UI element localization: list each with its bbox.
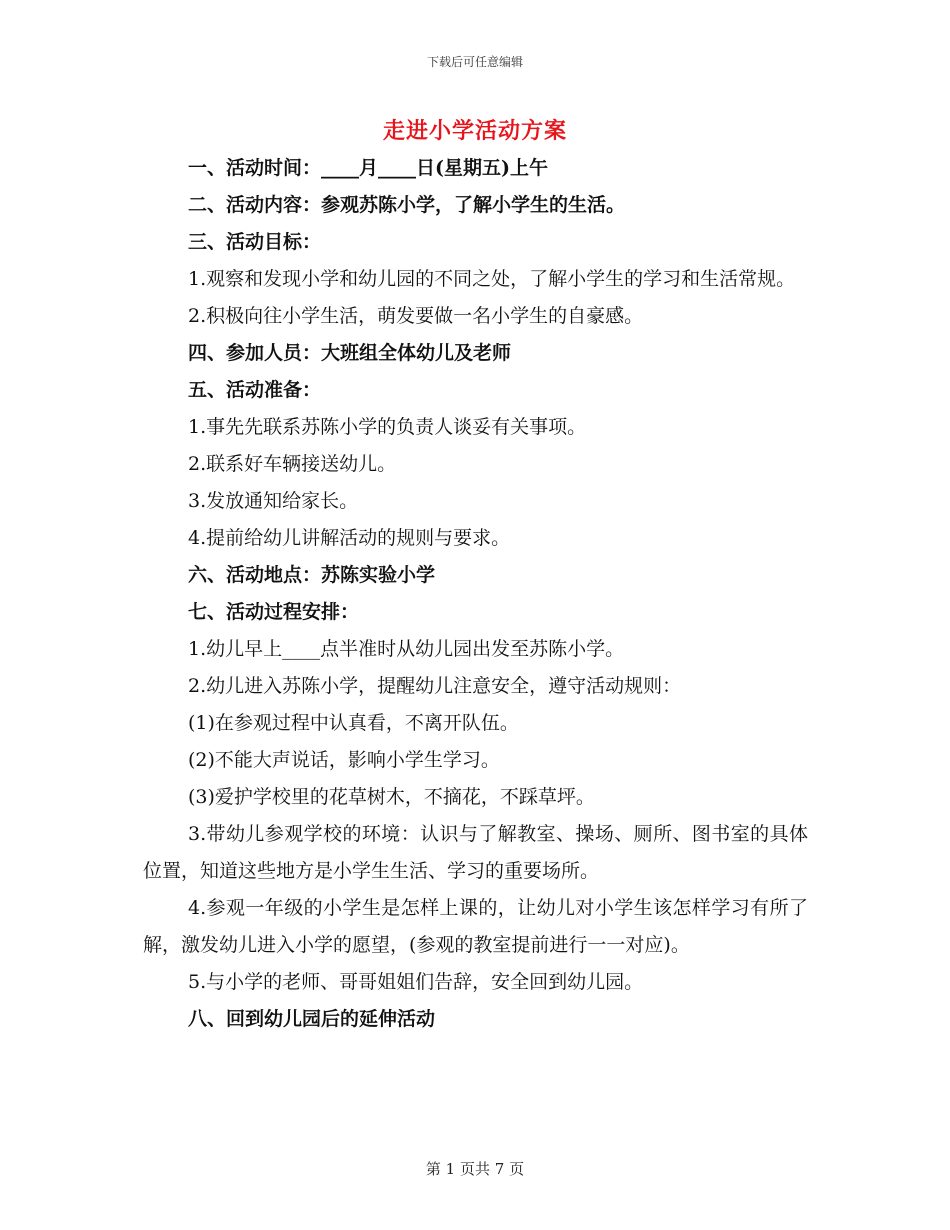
process-item-4: 4.参观一年级的小学生是怎样上课的，让幼儿对小学生该怎样学习有所了解，激发幼儿进入小学的愿望，(参观的教室提前进行一一对应)。 <box>143 897 808 956</box>
preparation-item-1: 1.事先先联系苏陈小学的负责人谈妥有关事项。 <box>188 416 587 438</box>
rule-item-1: (1)在参观过程中认真看，不离开队伍。 <box>188 712 519 734</box>
goal-item-2: 2.积极向往小学生活，萌发要做一名小学生的自豪感。 <box>188 305 644 327</box>
document-body <box>143 150 808 1038</box>
page-footer-number: 第 1 页共 7 页 <box>425 1160 525 1178</box>
process-item-3: 3.带幼儿参观学校的环境：认识与了解教室、操场、厕所、图书室的具体位置，知道这些地方是小学生生活、学习的重要场所。 <box>143 823 808 882</box>
rule-item-2: (2)不能大声说话，影响小学生学习。 <box>188 749 500 771</box>
section-heading-process: 七、活动过程安排： <box>188 601 360 623</box>
section-heading-preparation: 五、活动准备： <box>188 379 322 401</box>
process-item-5: 5.与小学的老师、哥哥姐姐们告辞，安全回到幼儿园。 <box>188 971 644 993</box>
section-heading-content: 二、活动内容：参观苏陈小学，了解小学生的生活。 <box>188 194 626 216</box>
section-heading-extension: 八、回到幼儿园后的延伸活动 <box>188 1008 436 1030</box>
preparation-item-2: 2.联系好车辆接送幼儿。 <box>188 453 397 475</box>
section-heading-time: 一、活动时间：____月____日(星期五)上午 <box>188 157 548 179</box>
preparation-item-3: 3.发放通知给家长。 <box>188 490 359 512</box>
process-item-1: 1.幼儿早上____点半准时从幼儿园出发至苏陈小学。 <box>188 638 625 660</box>
goal-item-1: 1.观察和发现小学和幼儿园的不同之处，了解小学生的学习和生活常规。 <box>188 268 796 290</box>
page-header-note: 下载后可任意编辑 <box>426 55 523 69</box>
section-heading-goals: 三、活动目标： <box>188 231 322 253</box>
process-item-2: 2.幼儿进入苏陈小学，提醒幼儿注意安全，遵守活动规则： <box>188 675 682 697</box>
rule-item-3: (3)爱护学校里的花草树木，不摘花，不踩草坪。 <box>188 786 595 808</box>
section-heading-location: 六、活动地点：苏陈实验小学 <box>188 564 436 586</box>
document-title: 走进小学活动方案 <box>382 118 567 144</box>
section-heading-participants: 四、参加人员：大班组全体幼儿及老师 <box>188 342 512 364</box>
preparation-item-4: 4.提前给幼儿讲解活动的规则与要求。 <box>188 527 511 549</box>
